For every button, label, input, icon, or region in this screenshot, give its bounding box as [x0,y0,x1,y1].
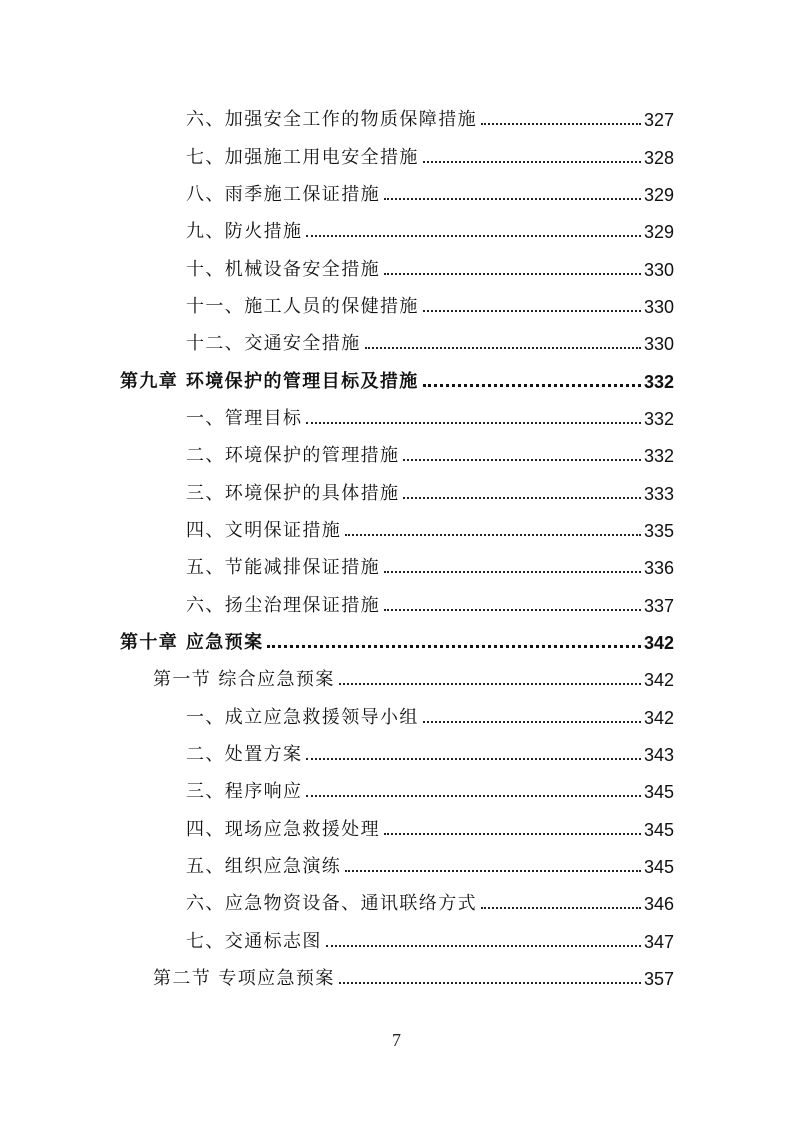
dot-leader [365,347,641,349]
toc-entry-page: 330 [643,260,674,280]
toc-chapter-page: 332 [643,372,674,392]
toc-entry-page: 330 [643,297,674,317]
toc-entry-label: 四、现场应急救援处理 [186,819,380,840]
toc-entry-page: 347 [643,932,674,952]
toc-chapter-entry[interactable] [120,364,674,394]
toc-section-page: 342 [643,670,674,690]
dot-leader [306,422,641,424]
toc-entry-label: 五、节能减排保证措施 [186,557,380,578]
dot-leader [306,795,641,797]
toc-entry[interactable] [186,886,674,916]
dot-leader [306,235,641,237]
toc-entry-label: 七、加强施工用电安全措施 [186,147,419,168]
toc-entry-page: 329 [643,185,674,205]
toc-section-entry[interactable] [153,961,674,991]
dot-leader [403,459,641,461]
toc-entry-label: 十一、施工人员的保健措施 [186,296,419,317]
toc-entry[interactable] [186,438,674,468]
toc-entry-label: 四、文明保证措施 [186,520,342,541]
dot-leader [423,161,641,163]
toc-entry-label: 二、处置方案 [186,744,303,765]
dot-leader [384,571,641,573]
toc-entry-page: 345 [643,782,674,802]
dot-leader [423,384,641,387]
dot-leader [384,273,641,275]
toc-entry-page: 333 [643,484,674,504]
toc-entry-page: 328 [643,148,674,168]
toc-entry[interactable] [186,513,674,543]
toc-entry-page: 332 [643,446,674,466]
toc-entry-label: 六、扬尘治理保证措施 [186,595,380,616]
toc-entry-label: 十、机械设备安全措施 [186,259,380,280]
toc-entry-page: 342 [643,708,674,728]
toc-entry-label: 五、组织应急演练 [186,856,342,877]
toc-entry-page: 327 [643,110,674,130]
dot-leader [345,534,641,536]
toc-entry[interactable] [186,177,674,207]
toc-entry-label: 一、管理目标 [186,408,303,429]
toc-entry-label: 六、应急物资设备、通讯联络方式 [186,893,477,914]
toc-section-page: 357 [643,969,674,989]
toc-section-entry[interactable] [153,662,674,692]
toc-entry[interactable] [186,924,674,954]
toc-entry[interactable] [186,252,674,282]
toc-chapter-entry[interactable] [120,625,674,655]
dot-leader [481,907,641,909]
page-number: 7 [392,1030,401,1050]
toc-entry-page: 336 [643,558,674,578]
toc-entry-label: 三、程序响应 [186,781,303,802]
toc-chapter-label: 第十章 应急预案 [120,632,264,653]
toc-entry-page: 343 [643,745,674,765]
dot-leader [481,123,641,125]
dot-leader [326,945,641,947]
toc-entry-page: 345 [643,820,674,840]
toc-entry[interactable] [186,401,674,431]
toc-entry[interactable] [186,102,674,132]
dot-leader [339,982,641,984]
dot-leader [384,198,641,200]
dot-leader [267,645,640,648]
toc-entry-label: 九、防火措施 [186,221,303,242]
toc-entry[interactable] [186,700,674,730]
dot-leader [423,310,641,312]
toc-entry[interactable] [186,326,674,356]
toc-entry[interactable] [186,476,674,506]
toc-entry-label: 一、成立应急救援领导小组 [186,707,419,728]
toc-entry-label: 七、交通标志图 [186,931,322,952]
toc-entry[interactable] [186,140,674,170]
toc-chapter-label: 第九章 环境保护的管理目标及措施 [120,371,419,392]
toc-entry-label: 六、加强安全工作的物质保障措施 [186,109,477,130]
toc-entry-page: 345 [643,857,674,877]
toc-entry[interactable] [186,289,674,319]
toc-entry[interactable] [186,214,674,244]
toc-entry[interactable] [186,550,674,580]
toc-section-label: 第一节 综合应急预案 [153,669,335,690]
toc-entry-label: 二、环境保护的管理措施 [186,445,400,466]
toc-entry-page: 337 [643,596,674,616]
dot-leader [339,683,641,685]
toc-chapter-page: 342 [643,633,674,653]
dot-leader [403,497,641,499]
toc-entry-page: 329 [643,222,674,242]
toc-entry-label: 八、雨季施工保证措施 [186,184,380,205]
toc-entry-label: 三、环境保护的具体措施 [186,483,400,504]
dot-leader [345,870,641,872]
toc-entry-label: 十二、交通安全措施 [186,333,361,354]
toc-entry[interactable] [186,774,674,804]
toc-entry[interactable] [186,737,674,767]
toc-entry[interactable] [186,849,674,879]
toc-section-label: 第二节 专项应急预案 [153,968,335,989]
toc-entry-page: 332 [643,409,674,429]
dot-leader [384,609,641,611]
toc-entry-page: 346 [643,894,674,914]
toc-entry-page: 330 [643,334,674,354]
toc-entry[interactable] [186,588,674,618]
dot-leader [423,721,641,723]
dot-leader [384,833,641,835]
toc-entry-page: 335 [643,521,674,541]
dot-leader [306,758,641,760]
toc-entry[interactable] [186,812,674,842]
